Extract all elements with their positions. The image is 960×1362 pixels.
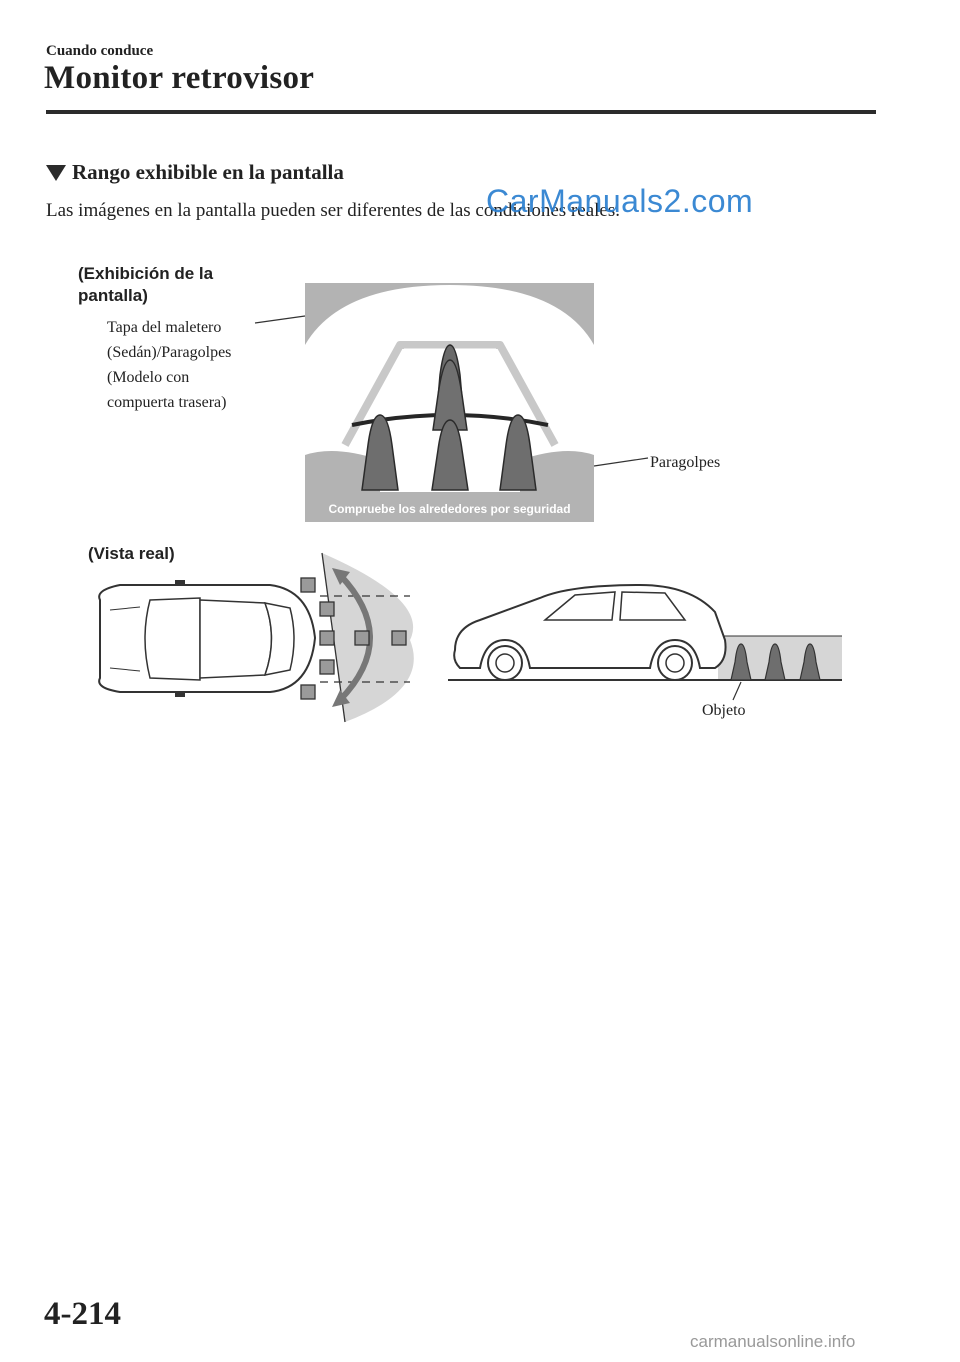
real-view-caption: (Vista real)	[88, 544, 175, 563]
camera-screen-illustration	[240, 280, 660, 530]
trunk-label-line: (Modelo con	[107, 369, 190, 386]
roof	[200, 600, 272, 678]
top-view-illustration	[80, 545, 430, 730]
front-hub	[496, 654, 514, 672]
mirror	[175, 580, 185, 586]
subheading-text: Rango exhibible en la pantalla	[72, 160, 344, 184]
watermark: CarManuals2.com	[486, 183, 754, 219]
leader-line-object	[733, 682, 741, 700]
trunk-label-line: (Sedán)/Paragolpes	[107, 344, 232, 361]
body-paragraph: Las imágenes en la pantalla pueden ser diferentes de las condiciones reales.	[46, 200, 620, 221]
object-marker	[301, 578, 315, 592]
leader-line-bumper	[594, 458, 648, 466]
bumper-label: Paragolpes	[650, 454, 721, 471]
object-marker	[392, 631, 406, 645]
object-marker	[320, 631, 334, 645]
screen-message: Compruebe los alrededores por seguridad	[328, 502, 571, 516]
leader-line-trunk	[255, 316, 305, 323]
object-marker	[301, 685, 315, 699]
screen-caption: (Exhibición de la pantalla)	[78, 264, 214, 305]
title-divider	[46, 110, 876, 114]
object-marker	[355, 631, 369, 645]
triangle-bullet-icon	[46, 165, 66, 181]
section-label: Cuando conduce	[46, 43, 154, 59]
windshield	[145, 598, 200, 680]
rear-hub	[666, 654, 684, 672]
subheading	[46, 160, 344, 185]
object-marker	[320, 602, 334, 616]
trunk-label-line: compuerta trasera)	[107, 394, 227, 411]
side-view-illustration	[440, 575, 850, 710]
page-number: 4-214	[44, 1296, 121, 1332]
footer-site: carmanualsonline.info	[690, 1332, 856, 1351]
object-marker	[320, 660, 334, 674]
object-label: Objeto	[702, 702, 746, 719]
page-title: Monitor retrovisor	[44, 60, 315, 96]
trunk-label-line: Tapa del maletero	[107, 319, 222, 336]
mirror	[175, 691, 185, 697]
